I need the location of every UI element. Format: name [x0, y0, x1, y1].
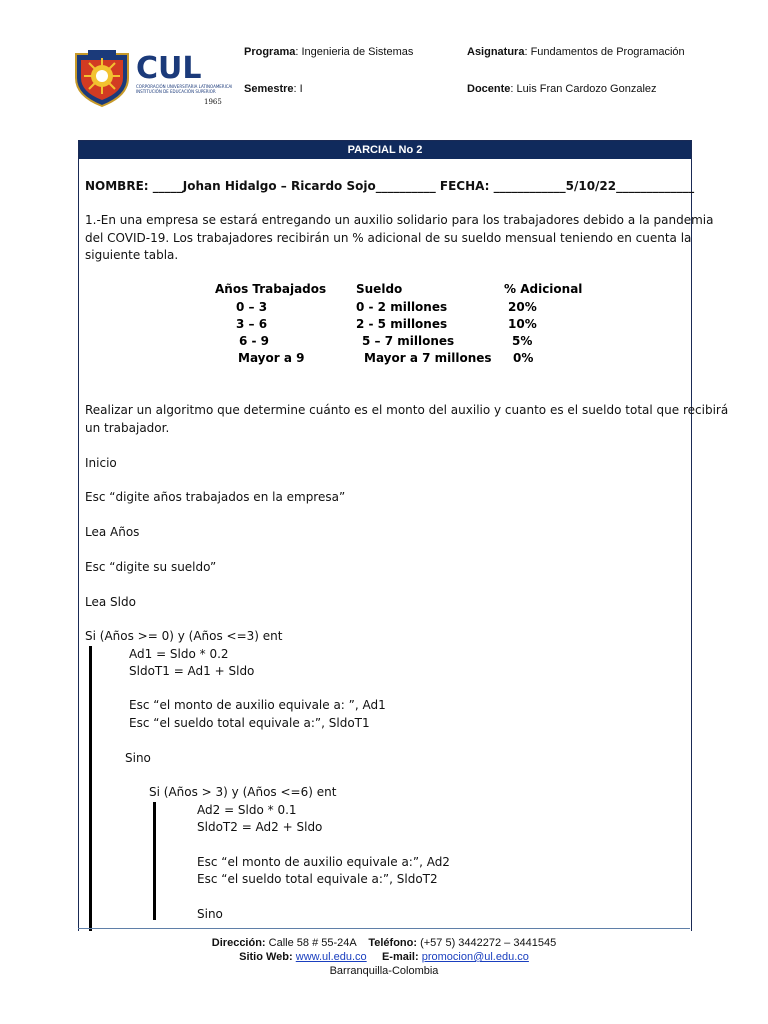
exam-frame — [78, 140, 729, 931]
asignatura-label: Asignatura — [467, 46, 525, 58]
email-label: E-mail: — [381, 951, 419, 963]
asignatura-field — [467, 46, 685, 58]
cul-shield-icon — [72, 44, 232, 108]
table-cell: 2 - 5 millones — [356, 317, 448, 331]
table-cell: Mayor a 7 millones — [364, 351, 492, 365]
web-label: Sitio Web: — [239, 951, 293, 963]
logo-subtitle-2: INSTITUCIÓN DE EDUCACIÓN SUPERIOR — [136, 89, 216, 94]
direccion-value: Calle 58 # 55-24A — [265, 937, 357, 949]
email-link[interactable]: promocion@ul.edu.co — [421, 951, 529, 963]
direccion-label: Dirección: — [211, 937, 266, 949]
code-esc-sldot2: Esc “el sueldo total equivale a:”, SldoT2 — [197, 872, 438, 886]
logo-text: CUL — [136, 51, 202, 86]
telefono-label: Teléfono: — [368, 937, 418, 949]
block-bar-inner — [153, 802, 156, 920]
table-cell: 10% — [508, 317, 537, 331]
code-sldot2: SldoT2 = Ad2 + Sldo — [197, 820, 323, 834]
logo-year: 1965 — [204, 98, 222, 106]
logo-subtitle-1: CORPORACIÓN UNIVERSITARIA LATINOAMERICANA — [136, 84, 232, 89]
question-line-3: siguiente tabla. — [85, 248, 179, 262]
programa-label: Programa — [244, 46, 296, 58]
instruction-line-2: un trabajador. — [85, 421, 170, 435]
table-cell: 5% — [512, 334, 533, 348]
table-header-adicional: % Adicional — [504, 282, 583, 296]
code-esc-sueldo: Esc “digite su sueldo” — [85, 560, 217, 574]
nombre-line: NOMBRE: _____Johan Hidalgo – Ricardo Sojo__________ FECHA: ____________5/10/22_____________ — [85, 179, 695, 193]
block-bar-outer — [89, 646, 92, 931]
docente-label: Docente — [467, 83, 511, 95]
table-cell: 0 – 3 — [236, 300, 268, 314]
cul-logo — [72, 44, 232, 108]
table-cell: 0 - 2 millones — [356, 300, 448, 314]
table-cell: 0% — [513, 351, 534, 365]
code-inicio: Inicio — [85, 456, 117, 470]
table-cell: 20% — [508, 300, 537, 314]
code-si-1: Si (Años >= 0) y (Años <=3) ent — [85, 629, 283, 643]
footer-contact-line — [0, 951, 768, 963]
footer-address-line — [0, 937, 768, 949]
table-header-anios: Años Trabajados — [215, 282, 327, 296]
docente-value: : Luis Fran Cardozo Gonzalez — [510, 83, 657, 95]
docente-field — [467, 83, 657, 95]
footer-divider — [78, 928, 690, 929]
code-esc-ad1: Esc “el monto de auxilio equivale a: ”, Ad1 — [129, 698, 386, 712]
semestre-value: : I — [293, 83, 303, 95]
instruction-line-1: Realizar un algoritmo que determine cuánto es el monto del auxilio y cuanto es el sueldo total que recibirá — [85, 403, 729, 417]
code-sino-1: Sino — [125, 751, 151, 765]
code-si-2: Si (Años > 3) y (Años <=6) ent — [149, 785, 337, 799]
telefono-value: (+57 5) 3442272 – 3441545 — [417, 937, 557, 949]
table-cell: Mayor a 9 — [238, 351, 305, 365]
code-esc-anios: Esc “digite años trabajados en la empresa” — [85, 490, 346, 504]
question-line-1: 1.-En una empresa se estará entregando un auxilio solidario para los trabajadores debido a la pandemia — [85, 213, 714, 227]
code-esc-ad2: Esc “el monto de auxilio equivale a:”, Ad2 — [197, 855, 450, 869]
table-header-sueldo: Sueldo — [356, 282, 403, 296]
question-line-2: del COVID-19. Los trabajadores recibirán un % adicional de su sueldo mensual teniendo en cuenta la — [85, 231, 692, 245]
asignatura-value: : Fundamentos de Programación — [524, 46, 685, 58]
code-ad1: Ad1 = Sldo * 0.2 — [129, 647, 229, 661]
programa-field — [244, 46, 413, 58]
web-link[interactable]: www.ul.edu.co — [295, 951, 367, 963]
table-cell: 6 - 9 — [239, 334, 270, 348]
footer-city: Barranquilla-Colombia — [329, 965, 439, 977]
code-lea-sldo: Lea Sldo — [85, 595, 136, 609]
code-sino-2: Sino — [197, 907, 223, 921]
table-cell: 5 – 7 millones — [362, 334, 455, 348]
semestre-field — [244, 83, 303, 95]
code-ad2: Ad2 = Sldo * 0.1 — [197, 803, 297, 817]
programa-value: : Ingenieria de Sistemas — [295, 46, 414, 58]
code-lea-anios: Lea Años — [85, 525, 140, 539]
semestre-label: Semestre — [244, 83, 294, 95]
table-cell: 3 – 6 — [236, 317, 268, 331]
exam-title: PARCIAL No 2 — [79, 141, 691, 159]
code-esc-sldot1: Esc “el sueldo total equivale a:”, SldoT1 — [129, 716, 370, 730]
code-sldot1: SldoT1 = Ad1 + Sldo — [129, 664, 255, 678]
